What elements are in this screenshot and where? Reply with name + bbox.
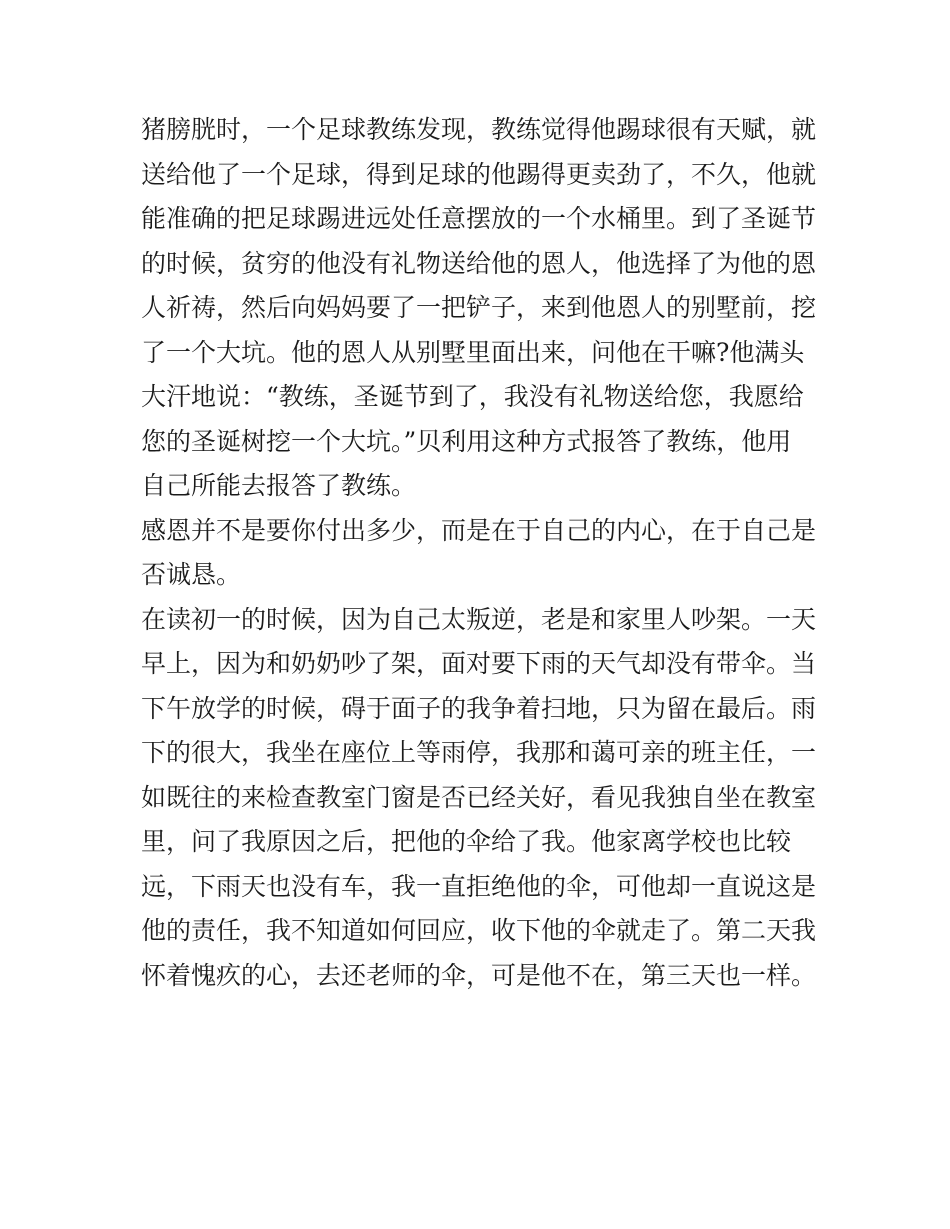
body-text — [141, 108, 821, 998]
text-line-12: 在读初一的时候，因为自己太叛逆，老是和家里人吵架。一天 — [141, 604, 817, 634]
text-line-6: 了一个大坑。他的恩人从别墅里面出来，问他在干嘛?他满头 — [141, 337, 805, 367]
text-line-17: 里，问了我原因之后，把他的伞给了我。他家离学校也比较 — [141, 827, 792, 856]
text-line-16: 如既往的来检查教室门窗是否已经关好，看见我独自坐在教室 — [141, 782, 817, 812]
text-line-4: 的时候，贫穷的他没有礼物送给他的恩人，他选择了为他的恩 — [141, 248, 817, 278]
text-line-7: 大汗地说：“教练，圣诞节到了，我没有礼物送给您，我愿给 — [141, 382, 804, 411]
text-line-11: 否诚恳。 — [141, 560, 242, 589]
text-line-15: 下的很大，我坐在座位上等雨停，我那和蔼可亲的班主任，一 — [141, 738, 817, 767]
text-line-10: 感恩并不是要你付出多少，而是在于自己的内心，在于自己是 — [141, 515, 817, 545]
text-line-1: 猪膀胱时，一个足球教练发现，教练觉得他踢球很有天赋，就 — [141, 115, 817, 144]
text-line-8: 您的圣诞树挖一个大坑。”贝利用这种方式报答了教练，他用 — [141, 426, 792, 456]
text-line-18: 远，下雨天也没有车，我一直拒绝他的伞，可他却一直说这是 — [141, 871, 817, 901]
text-line-3: 能准确的把足球踢进远处任意摆放的一个水桶里。到了圣诞节 — [141, 204, 817, 233]
text-line-20: 怀着愧疚的心，去还老师的伞，可是他不在，第三天也一样。 — [141, 960, 817, 990]
text-line-5: 人祈祷，然后向妈妈要了一把铲子，来到他恩人的别墅前，挖 — [141, 293, 817, 322]
text-line-9: 自己所能去报答了教练。 — [141, 471, 417, 500]
text-line-19: 他的责任，我不知道如何回应，收下他的伞就走了。第二天我 — [141, 916, 817, 945]
text-line-14: 下午放学的时候，碍于面子的我争着扫地，只为留在最后。雨 — [141, 693, 817, 723]
text-line-2: 送给他了一个足球，得到足球的他踢得更卖劲了，不久，他就 — [141, 159, 817, 189]
text-line-13: 早上，因为和奶奶吵了架，面对要下雨的天气却没有带伞。当 — [141, 649, 817, 678]
